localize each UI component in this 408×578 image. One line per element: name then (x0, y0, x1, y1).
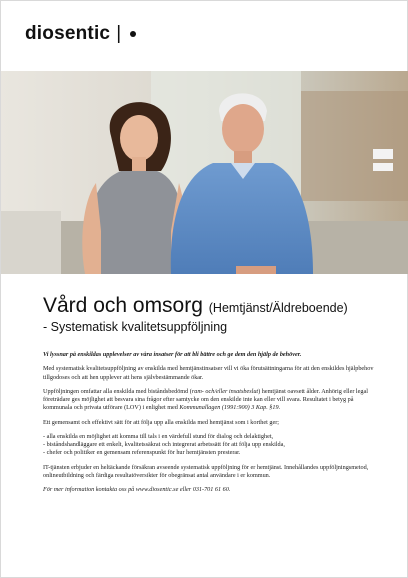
scope-text-1: Uppföljningen omfattar alla enskilda med biståndsbedömd ( (43, 388, 192, 396)
list-item: - chefer och politiker en gemensam referenspunkt för hur hemtjänsten presterar. (43, 449, 241, 457)
paragraph-summary: Ett gemensamt och effektivt sätt för att följa upp alla enskilda med hemtjänst som i korthet ger; (43, 418, 279, 426)
scope-italic-2: Kommunallagen (1991:900) 3 Kap. §19. (179, 404, 281, 412)
scope-italic-1: ram- och/eller insatsbeslut (191, 388, 259, 396)
bullet-list (43, 433, 381, 457)
page-subtitle: - Systematisk kvalitetsuppföljning (43, 320, 228, 334)
paragraph-scope (43, 388, 381, 412)
page-title (43, 294, 383, 320)
scope-text-2: ) hemtjänst oavsett ålder. Anhörig eller legal företrädare ges möjlighet att besvara sina frågor efter samtycke om den enskilde inte kan eller vill svara. Resultatet i betyg på kommunala och privata utförare (LOV) i enlighet med (43, 388, 368, 412)
brand-logo (25, 23, 136, 45)
paragraph-service: IT-tjänsten erbjuder en heltäckande försäkran avseende systematisk uppföljning för er hemtjänst. Innehållandes uppföljningsmetod, onlineutbildning och färdiga resultatöversikter för obegränsat antal användare i er kommun. (43, 463, 369, 479)
hero-photo-illustration (1, 71, 408, 274)
list-item: - alla enskilda en möjlighet att komma till tals i en värdefull stund för dialog och delaktighet, (43, 433, 274, 441)
list-item: - biståndshandläggare ett enkelt, kvalitetssäkrat och integrerat arbetssätt för att följa upp enskilda, (43, 441, 285, 449)
contact-line: För mer information kontakta oss på www.diosentic.se eller 031-701 61 60. (43, 486, 231, 494)
hero-photo (1, 71, 408, 274)
logo-dot-icon (130, 31, 136, 37)
body-text (43, 351, 381, 501)
logo-separator: | (116, 23, 122, 44)
title-paren: (Hemtjänst/Äldreboende) (208, 301, 348, 315)
document-heading (43, 294, 383, 335)
paragraph-intro: Med systematisk kvalitetsuppföljning av enskilda med hemtjänstinsatser vill vi öka förutsättningarna för att den enskildes hjälpbehov tillgodoses och att hen upplever att hens självbestämmande ökar. (43, 365, 374, 381)
logo-text: diosentic (25, 23, 111, 44)
title-main: Vård och omsorg (43, 294, 203, 317)
lead-paragraph: Vi lyssnar på enskildas upplevelser av våra insatser för att bli bättre och ge dem den hjälp de behöver. (43, 351, 302, 358)
